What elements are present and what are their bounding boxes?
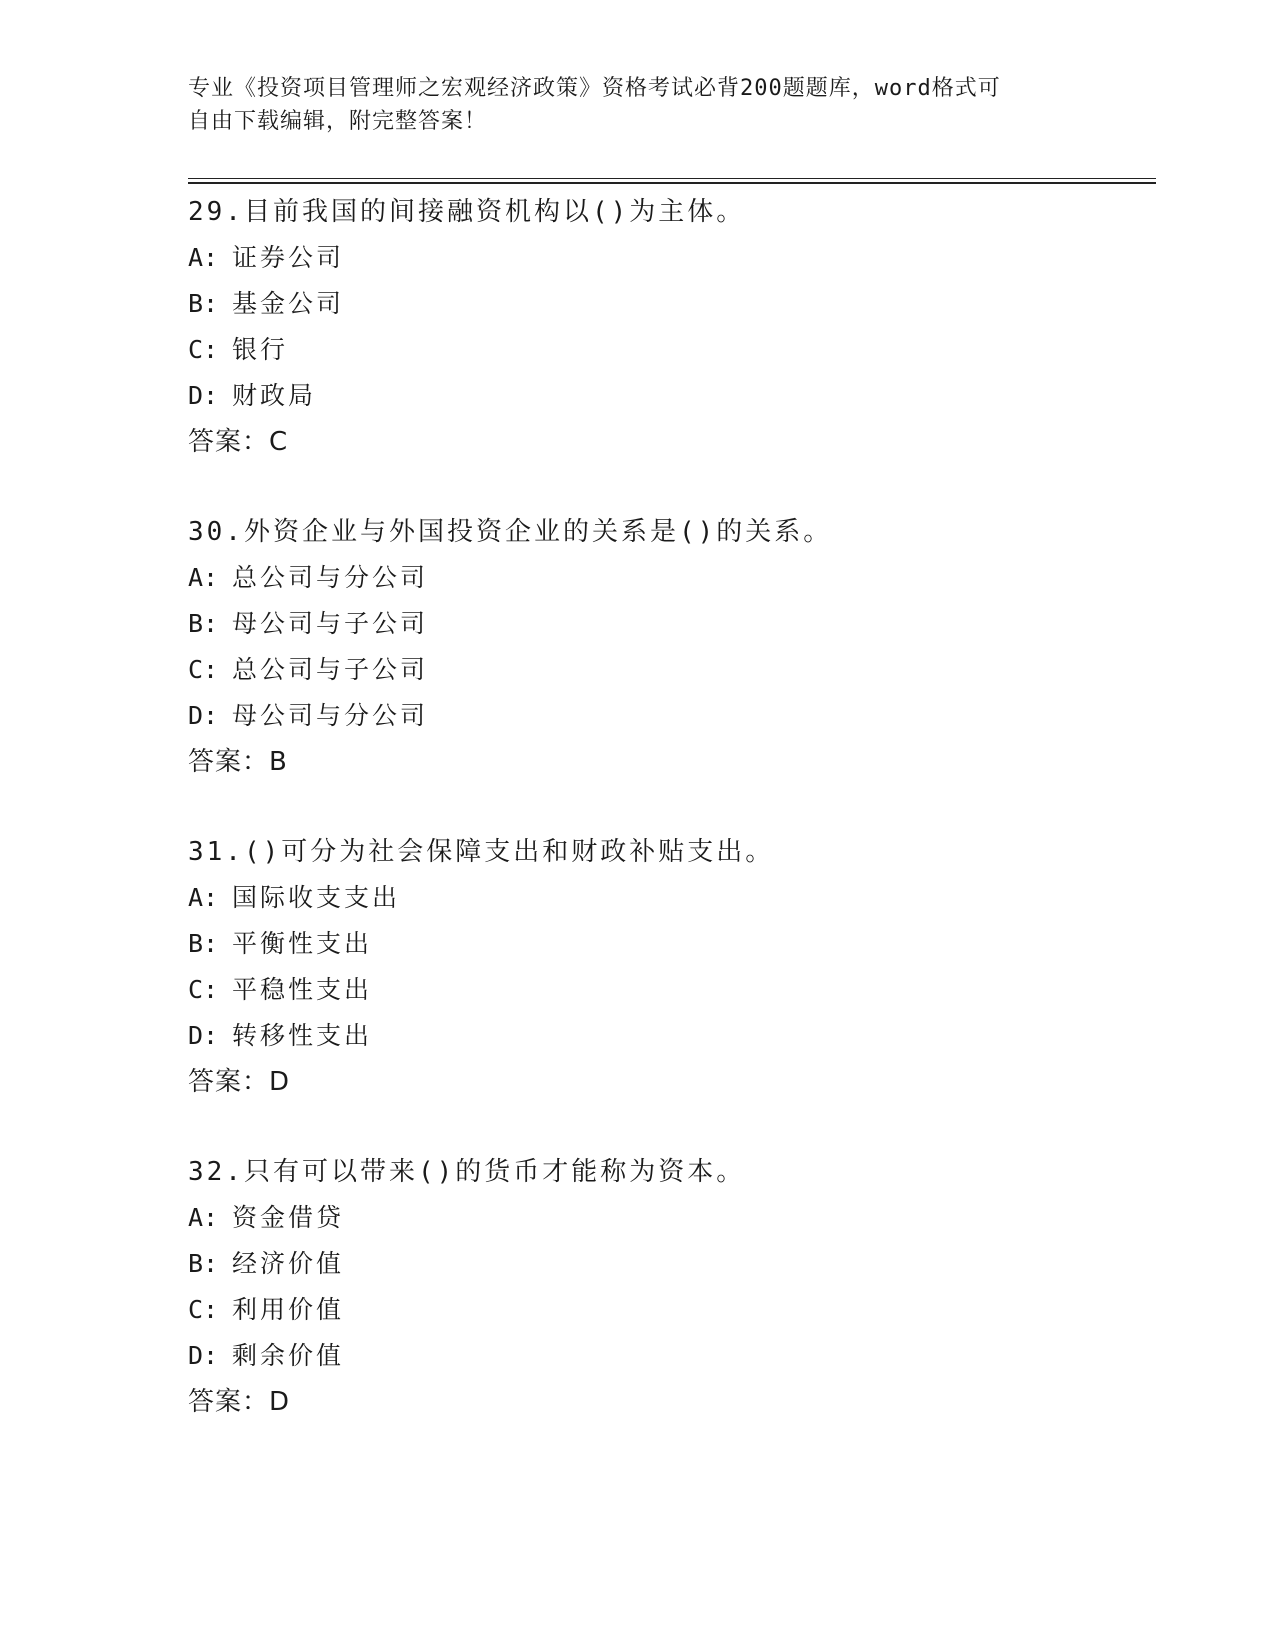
question-29 (188, 189, 1156, 465)
option-text: 经济价值 (232, 1249, 345, 1278)
option-a (188, 555, 1156, 601)
option-d (188, 1013, 1156, 1059)
option-text: 转移性支出 (232, 1021, 373, 1050)
answer: 答案：D (188, 1387, 291, 1417)
question-stem: 32.只有可以带来()的货币才能称为资本。 (188, 1157, 746, 1187)
option-text: 银行 (232, 335, 289, 364)
option-b (188, 281, 1156, 327)
option-d (188, 373, 1156, 419)
question-30 (188, 509, 1156, 785)
option-text: 资金借贷 (232, 1203, 345, 1232)
option-text: 总公司与子公司 (232, 655, 429, 684)
header-line-1: 专业《投资项目管理师之宏观经济政策》资格考试必背200题题库，word格式可 (188, 76, 1001, 101)
option-letter: B: (188, 1249, 219, 1278)
option-letter: D: (188, 701, 219, 730)
option-d (188, 1333, 1156, 1379)
option-letter: A: (188, 883, 219, 912)
option-letter: A: (188, 1203, 219, 1232)
option-text: 平稳性支出 (232, 975, 373, 1004)
question-31 (188, 829, 1156, 1105)
answer: 答案：C (188, 427, 289, 457)
option-b (188, 1241, 1156, 1287)
option-text: 国际收支支出 (232, 883, 401, 912)
option-text: 总公司与分公司 (232, 563, 429, 592)
option-letter: B: (188, 289, 219, 318)
question-stem: 29.目前我国的间接融资机构以()为主体。 (188, 197, 746, 227)
option-letter: B: (188, 609, 219, 638)
option-d (188, 693, 1156, 739)
option-a (188, 875, 1156, 921)
option-letter: C: (188, 975, 219, 1004)
header-line-2: 自由下载编辑，附完整答案！ (188, 109, 488, 134)
question-32 (188, 1149, 1156, 1425)
option-c (188, 647, 1156, 693)
option-text: 证券公司 (232, 243, 345, 272)
option-text: 利用价值 (232, 1295, 345, 1324)
question-stem: 31.()可分为社会保障支出和财政补贴支出。 (188, 837, 775, 867)
option-c (188, 1287, 1156, 1333)
option-a (188, 235, 1156, 281)
option-letter: D: (188, 1021, 219, 1050)
question-list (188, 189, 1156, 1469)
option-b (188, 921, 1156, 967)
answer: 答案：B (188, 747, 288, 777)
option-letter: C: (188, 335, 219, 364)
answer: 答案：D (188, 1067, 291, 1097)
option-b (188, 601, 1156, 647)
option-text: 剩余价值 (232, 1341, 345, 1370)
option-text: 基金公司 (232, 289, 345, 318)
option-letter: C: (188, 1295, 219, 1324)
question-stem: 30.外资企业与外国投资企业的关系是()的关系。 (188, 517, 833, 547)
option-text: 母公司与子公司 (232, 609, 429, 638)
option-text: 财政局 (232, 381, 317, 410)
option-letter: D: (188, 1341, 219, 1370)
option-letter: C: (188, 655, 219, 684)
header-divider-thick (188, 182, 1156, 184)
option-c (188, 327, 1156, 373)
option-letter: D: (188, 381, 219, 410)
option-letter: A: (188, 243, 219, 272)
option-a (188, 1195, 1156, 1241)
option-letter: B: (188, 929, 219, 958)
option-text: 平衡性支出 (232, 929, 373, 958)
document-header (188, 72, 1068, 138)
option-letter: A: (188, 563, 219, 592)
option-c (188, 967, 1156, 1013)
option-text: 母公司与分公司 (232, 701, 429, 730)
header-divider-thin (188, 178, 1156, 179)
